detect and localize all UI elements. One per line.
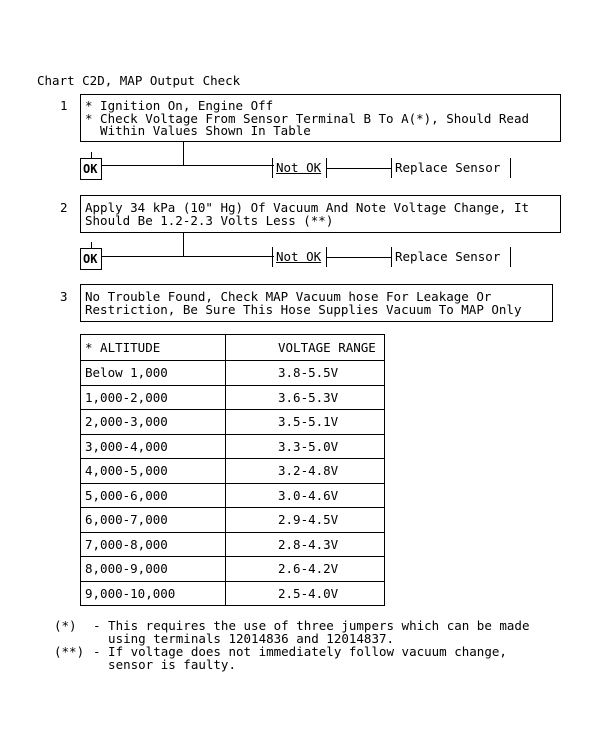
step-3-line-1: No Trouble Found, Check MAP Vacuum hose For Leakage Or xyxy=(85,289,492,304)
altitude-voltage-table xyxy=(80,334,385,606)
ok-label-2: OK xyxy=(80,248,102,270)
altitude-cell: 7,000-8,000 xyxy=(81,532,226,557)
footnote-2-mark: (**) xyxy=(54,644,85,659)
footnote-1-text xyxy=(93,620,530,645)
table-row xyxy=(81,532,385,557)
connector-2-horizontal xyxy=(91,256,274,257)
not-ok-text-1: Not OK xyxy=(276,160,322,175)
step-3-line-2: Restriction, Be Sure This Hose Supplies Vacuum To MAP Only xyxy=(85,301,522,317)
table-row xyxy=(81,361,385,386)
voltage-cell: 2.9-4.5V xyxy=(226,508,385,533)
step-3-text xyxy=(85,291,522,316)
connector-2-vertical xyxy=(183,233,184,256)
step-3-number: 3 xyxy=(60,289,68,304)
table-row xyxy=(81,385,385,410)
connector-1-replace-line xyxy=(327,168,392,169)
voltage-cell: 2.5-4.0V xyxy=(226,581,385,606)
voltage-cell: 3.6-5.3V xyxy=(226,385,385,410)
voltage-cell: 3.3-5.0V xyxy=(226,434,385,459)
replace-sensor-1: Replace Sensor xyxy=(391,158,511,178)
step-1-line-2: * Check Voltage From Sensor Terminal B To A(*), Should Read xyxy=(85,110,530,126)
table-row xyxy=(81,434,385,459)
altitude-cell: 3,000-4,000 xyxy=(81,434,226,459)
step-1-box xyxy=(80,94,561,142)
step-2-number: 2 xyxy=(60,200,68,215)
step-2-line-2: Should Be 1.2-2.3 Volts Less (**) xyxy=(85,212,334,228)
footnote-1-mark: (*) xyxy=(54,618,77,633)
footnote-1-line-2: using terminals 12014836 and 12014837. xyxy=(93,630,395,646)
voltage-cell: 2.6-4.2V xyxy=(226,557,385,582)
voltage-cell: 3.0-4.6V xyxy=(226,483,385,508)
not-ok-text-2: Not OK xyxy=(276,249,322,264)
footnote-2-text xyxy=(93,646,507,671)
connector-2-replace-line xyxy=(327,257,392,258)
step-3-box xyxy=(80,284,553,322)
voltage-cell: 3.5-5.1V xyxy=(226,410,385,435)
altitude-cell: Below 1,000 xyxy=(81,361,226,386)
table-row xyxy=(81,483,385,508)
altitude-cell: 4,000-5,000 xyxy=(81,459,226,484)
footnote-1-line-1: - This requires the use of three jumpers which can be made xyxy=(93,618,530,633)
not-ok-label-2 xyxy=(272,247,327,267)
ok-label-1: OK xyxy=(80,158,102,180)
voltage-cell: 3.2-4.8V xyxy=(226,459,385,484)
step-2-box xyxy=(80,195,561,233)
altitude-cell: 5,000-6,000 xyxy=(81,483,226,508)
header-altitude: * ALTITUDE xyxy=(81,335,226,361)
step-1-line-3: Within Values Shown In Table xyxy=(85,123,311,138)
altitude-cell: 1,000-2,000 xyxy=(81,385,226,410)
altitude-cell: 8,000-9,000 xyxy=(81,557,226,582)
step-2-text xyxy=(85,202,529,227)
altitude-cell: 2,000-3,000 xyxy=(81,410,226,435)
step-1-text xyxy=(85,100,529,138)
table-row xyxy=(81,459,385,484)
header-voltage-range: VOLTAGE RANGE xyxy=(226,335,385,361)
table-row xyxy=(81,508,385,533)
table-row xyxy=(81,557,385,582)
page-title: Chart C2D, MAP Output Check xyxy=(37,73,241,88)
voltage-cell: 2.8-4.3V xyxy=(226,532,385,557)
replace-sensor-2: Replace Sensor xyxy=(391,247,511,267)
step-2-line-1: Apply 34 kPa (10" Hg) Of Vacuum And Note Voltage Change, It xyxy=(85,200,530,215)
step-1-number: 1 xyxy=(60,98,68,113)
not-ok-label-1 xyxy=(272,158,327,178)
footnote-2-line-2: sensor is faulty. xyxy=(93,656,236,672)
table-header-row xyxy=(81,335,385,361)
step-1-line-1: * Ignition On, Engine Off xyxy=(85,98,274,113)
table-row xyxy=(81,410,385,435)
table-row xyxy=(81,581,385,606)
connector-1-vertical xyxy=(183,142,184,165)
voltage-cell: 3.8-5.5V xyxy=(226,361,385,386)
footnote-2-line-1: - If voltage does not immediately follow vacuum change, xyxy=(93,644,507,659)
altitude-cell: 6,000-7,000 xyxy=(81,508,226,533)
connector-1-horizontal xyxy=(91,165,274,166)
altitude-cell: 9,000-10,000 xyxy=(81,581,226,606)
